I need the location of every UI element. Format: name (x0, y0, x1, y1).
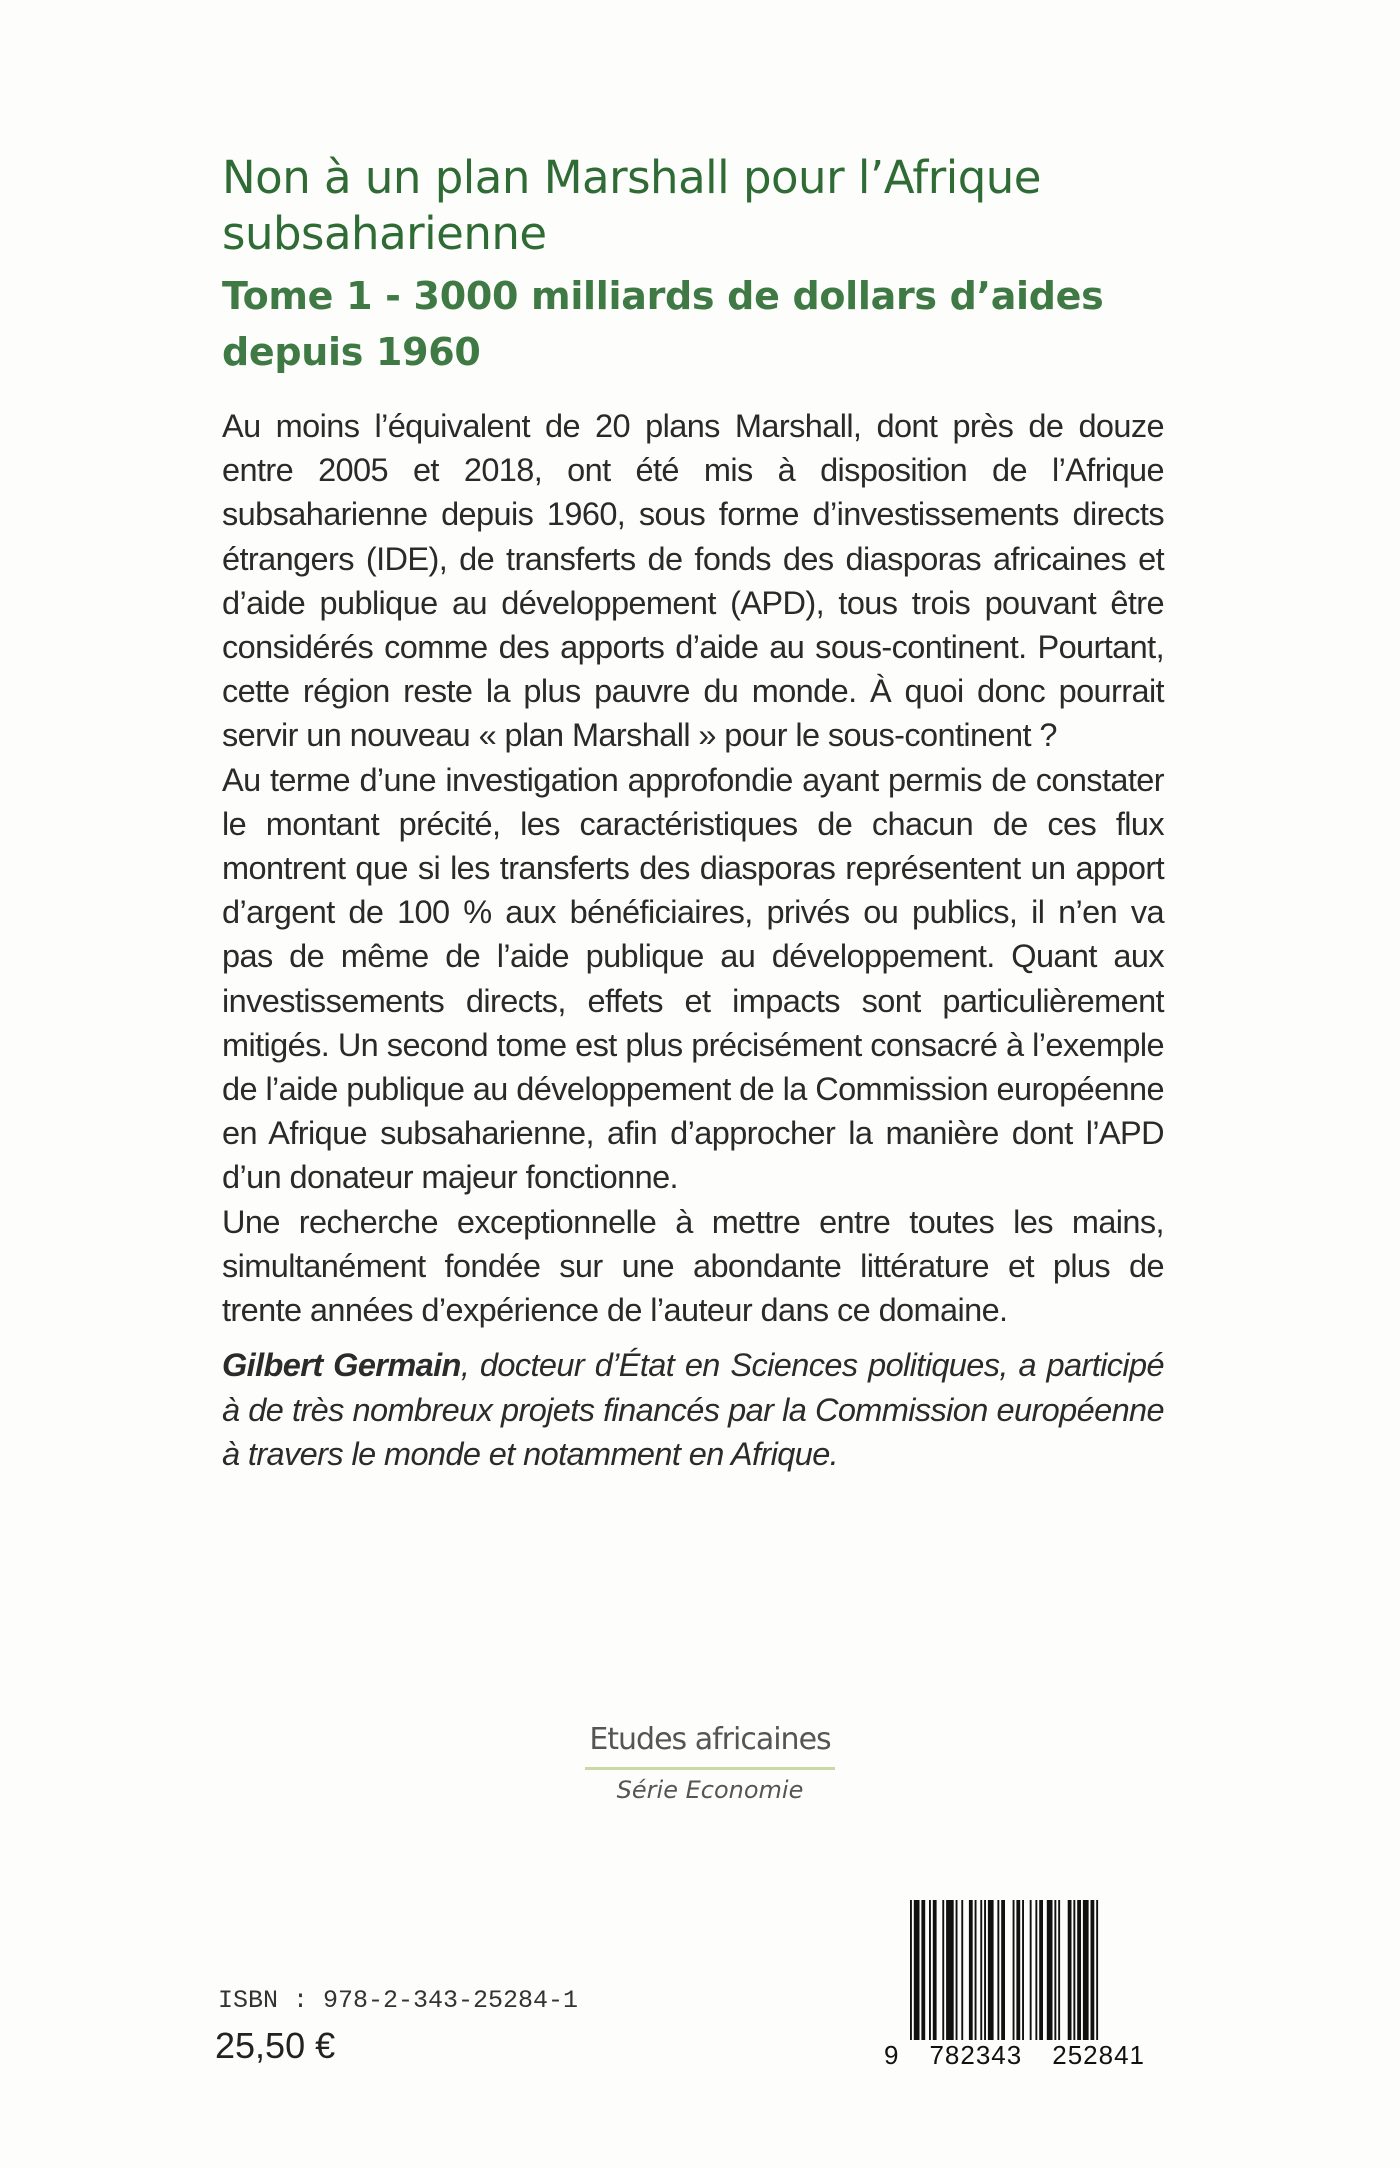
barcode-bar (1073, 1900, 1075, 2040)
barcode-bar (1035, 1900, 1037, 2040)
blurb-paragraph-2: Au terme d’une investigation approfondie ayant permis de constater le montant précité, les caractéristiques de chacun de ces flux montrent que si les transferts des diasporas représentent un apport d’argent de 100 % aux bénéficiaires, privés ou publics, il n’en va pas de même de l’aide publique au développement. Quant aux investissements directs, effets et impacts sont particulièrement mitigés. Un second tome est plus précisément consacré à l’exemple de l’aide publique au développement de la Commission européenne en Afrique subsaharienne, afin d’approcher la manière dont l’APD d’un donateur majeur fonctionne. (222, 761, 1164, 1196)
author-name: Gilbert Germain (222, 1347, 461, 1383)
barcode-bar (1083, 1900, 1089, 2040)
barcode-bar (921, 1900, 925, 2040)
blurb-paragraph-3: Une recherche exceptionnelle à mettre entre toutes les mains, simultanément fondée sur une abondante littérature et plus de trente années d’expérience de l’auteur dans ce domaine. (222, 1203, 1164, 1329)
book-title: Non à un plan Marshall pour l’Afrique subsaharienne (222, 151, 1041, 260)
barcode-bar (1022, 1900, 1024, 2040)
barcode-bar (910, 1900, 912, 2040)
barcode-bar (1001, 1900, 1005, 2040)
barcode-bar (1047, 1900, 1053, 2040)
title-block (222, 150, 1222, 380)
barcode-bar (956, 1900, 958, 2040)
barcode-bar (1039, 1900, 1043, 2040)
barcode-bar (1054, 1900, 1056, 2040)
barcode-digits (884, 2040, 1145, 2071)
barcode-bar (980, 1900, 982, 2040)
series-subtitle: Série Economie (616, 1776, 804, 1804)
isbn: ISBN : 978-2-343-25284-1 (218, 1986, 579, 2015)
series-divider (585, 1767, 835, 1770)
barcode-bar (1096, 1900, 1098, 2040)
barcode-bar (988, 1900, 994, 2040)
barcode-bar (946, 1900, 954, 2040)
price: 25,50 € (215, 2025, 336, 2066)
blurb-paragraph-1: Au moins l’équivalent de 20 plans Marshall, dont près de douze entre 2005 et 2018, ont été mis à disposition de l’Afrique subsaharienne depuis 1960, sous forme d’investissements directs étrangers (IDE), de transferts de fonds des diasporas africaines et d’aide publique au développement (APD), tous trois pouvant être considérés comme des apports d’aide au sous-continent. Pourtant, cette région reste la plus pauvre du monde. À quoi donc pourrait servir un nouveau « plan Marshall » pour le sous-continent ? (222, 408, 1164, 754)
series-name: Etudes africaines (589, 1722, 831, 1757)
barcode-bar (929, 1900, 931, 2040)
barcode-bar (942, 1900, 944, 2040)
barcode-bar (1068, 1900, 1072, 2040)
barcode-bar (961, 1900, 963, 2040)
barcode-digit-prefix: 9 (884, 2040, 900, 2070)
barcode-bar (933, 1900, 937, 2040)
barcode-bar (1058, 1900, 1060, 2040)
author-bio-text: , docteur d’État en Sciences politiques, a participé à de très nombreux projets financés par la Commission européenne à travers le monde et notamment en Afrique. (222, 1347, 1164, 1472)
barcode-bar (1091, 1900, 1095, 2040)
barcode-digit-group-2: 252841 (1052, 2040, 1145, 2070)
barcode-bar (1013, 1900, 1015, 2040)
series-logo (560, 1722, 860, 1804)
barcode-digit-group-1: 782343 (929, 2040, 1023, 2070)
barcode-bar (969, 1900, 973, 2040)
book-subtitle: Tome 1 - 3000 milliards de dollars d’aides depuis 1960 (222, 274, 1104, 374)
blurb (222, 404, 1164, 1332)
barcode-bar (984, 1900, 986, 2040)
barcode-bar (1016, 1900, 1020, 2040)
barcode-bar (1077, 1900, 1081, 2040)
barcode (910, 1900, 1150, 2040)
barcode-bar (975, 1900, 977, 2040)
barcode-bar (997, 1900, 999, 2040)
barcode-bar (914, 1900, 920, 2040)
author-bio (222, 1343, 1164, 1477)
barcode-bar (1030, 1900, 1032, 2040)
